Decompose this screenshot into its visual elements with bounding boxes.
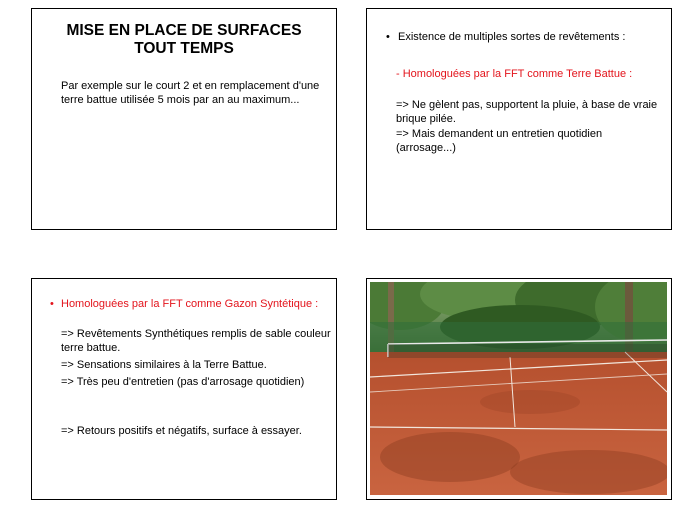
slide-title-line-1: MISE EN PLACE DE SURFACES (66, 22, 302, 39)
point-text: => Très peu d'entretien (pas d'arrosage quotidien) (61, 376, 305, 388)
point-text: => Revêtements Synthétiques remplis de sable couleur terre battue. (61, 328, 331, 354)
red-heading: - Homologuées par la FFT comme Terre Battue : (396, 68, 633, 80)
bullet-dot: • (50, 298, 54, 310)
slide-4 (366, 278, 672, 500)
red-bullet-text: Homologuées par la FFT comme Gazon Syntétique : (61, 298, 319, 310)
slide-2 (366, 8, 672, 230)
point-text: => Sensations similaires à la Terre Battue. (61, 359, 267, 371)
point-text: => Ne gèlent pas, supportent la pluie, à base de vraie brique pilée. (396, 99, 658, 125)
point-text: => Mais demandent un entretien quotidien (arrosage...) (396, 128, 603, 154)
point-text: => Retours positifs et négatifs, surface à essayer. (61, 425, 302, 437)
bullet-text: Existence de multiples sortes de revêtements : (398, 31, 626, 43)
bullet-dot: • (386, 31, 390, 43)
tennis-court-photo (370, 282, 667, 495)
slide-body-text: Par exemple sur le court 2 et en remplacement d'une terre battue utilisée 5 mois par an au maximum... (61, 80, 320, 106)
slide-1 (31, 8, 337, 230)
slide-3 (31, 278, 337, 500)
slide-title (32, 22, 336, 58)
slide-title-line-2: TOUT TEMPS (134, 40, 234, 57)
